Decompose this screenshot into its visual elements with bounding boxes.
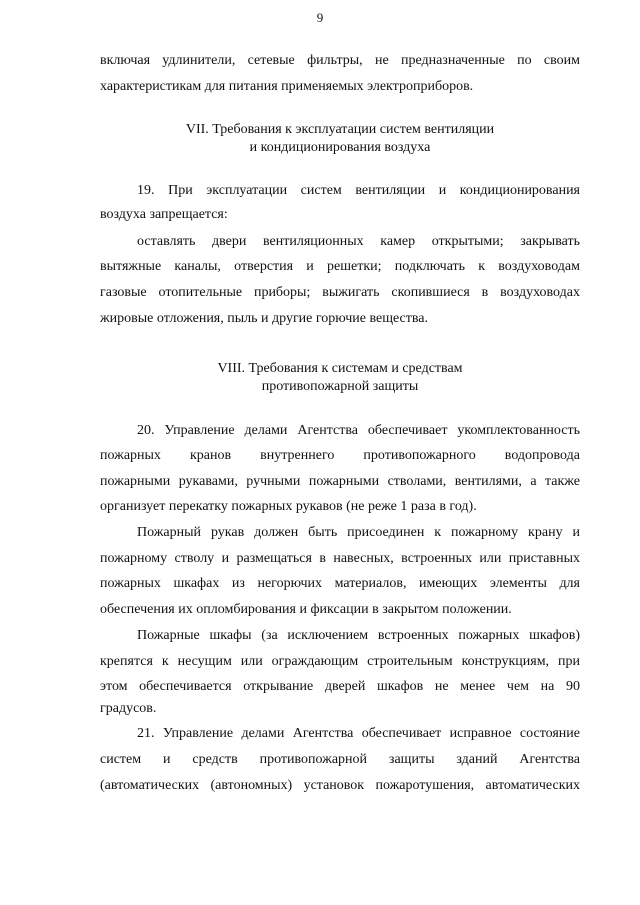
paragraph-20c-line-2: крепятся к несущим или ограждающим строительным конструкциям, при bbox=[100, 654, 580, 669]
paragraph-20b-line-3: пожарных шкафах из негорючих материалов, имеющих элементы для bbox=[100, 576, 580, 591]
intro-line-2: характеристикам для питания применяемых электроприборов. bbox=[100, 79, 474, 94]
paragraph-20b-line-2: пожарному стволу и размещаться в навесных, встроенных или приставных bbox=[100, 551, 580, 566]
paragraph-21-line-1: 21. Управление делами Агентства обеспечивает исправное состояние bbox=[137, 726, 580, 741]
paragraph-20b-line-1: Пожарный рукав должен быть присоединен к пожарному крану и bbox=[137, 525, 580, 540]
paragraph-20-line-1: 20. Управление делами Агентства обеспечивает укомплектованность bbox=[137, 423, 580, 438]
paragraph-21-line-2: систем и средств противопожарной защиты зданий Агентства bbox=[100, 752, 580, 767]
intro-line-1: включая удлинители, сетевые фильтры, не предназначенные по своим bbox=[100, 53, 580, 68]
paragraph-20-line-4: организует перекатку пожарных рукавов (не реже 1 раза в год). bbox=[100, 499, 477, 514]
paragraph-19-line-1: 19. При эксплуатации систем вентиляции и кондиционирования bbox=[137, 183, 580, 198]
page-number: 9 bbox=[316, 10, 324, 25]
paragraph-19-list-line-3: газовые отопительные приборы; выжигать скопившиеся в воздуховодах bbox=[100, 285, 580, 300]
paragraph-19-list-line-1: оставлять двери вентиляционных камер открытыми; закрывать bbox=[137, 234, 580, 249]
paragraph-20c-line-3: этом обеспечивается открывание дверей шкафов не менее чем на 90 bbox=[100, 679, 580, 694]
section-8-heading-line-1: VIII. Требования к системам и средствам bbox=[217, 361, 463, 376]
paragraph-20-line-2: пожарных кранов внутреннего противопожарного водопровода bbox=[100, 448, 580, 463]
section-7-heading-line-2: и кондиционирования воздуха bbox=[249, 140, 431, 155]
section-8-heading-line-2: противопожарной защиты bbox=[261, 379, 419, 394]
paragraph-20b-line-4: обеспечения их опломбирования и фиксации в закрытом положении. bbox=[100, 602, 512, 617]
paragraph-21-line-3: (автоматических (автономных) установок пожаротушения, автоматических bbox=[100, 778, 580, 793]
paragraph-19-line-2: воздуха запрещается: bbox=[100, 207, 228, 222]
paragraph-20c-line-4: градусов. bbox=[100, 701, 157, 716]
paragraph-20-line-3: пожарными рукавами, ручными пожарными стволами, вентилями, а также bbox=[100, 474, 580, 489]
paragraph-20c-line-1: Пожарные шкафы (за исключением встроенных пожарных шкафов) bbox=[137, 628, 580, 643]
section-7-heading-line-1: VII. Требования к эксплуатации систем вентиляции bbox=[185, 122, 495, 137]
paragraph-19-list-line-4: жировые отложения, пыль и другие горючие вещества. bbox=[100, 311, 429, 326]
paragraph-19-list-line-2: вытяжные каналы, отверстия и решетки; подключать к воздуховодам bbox=[100, 259, 580, 274]
